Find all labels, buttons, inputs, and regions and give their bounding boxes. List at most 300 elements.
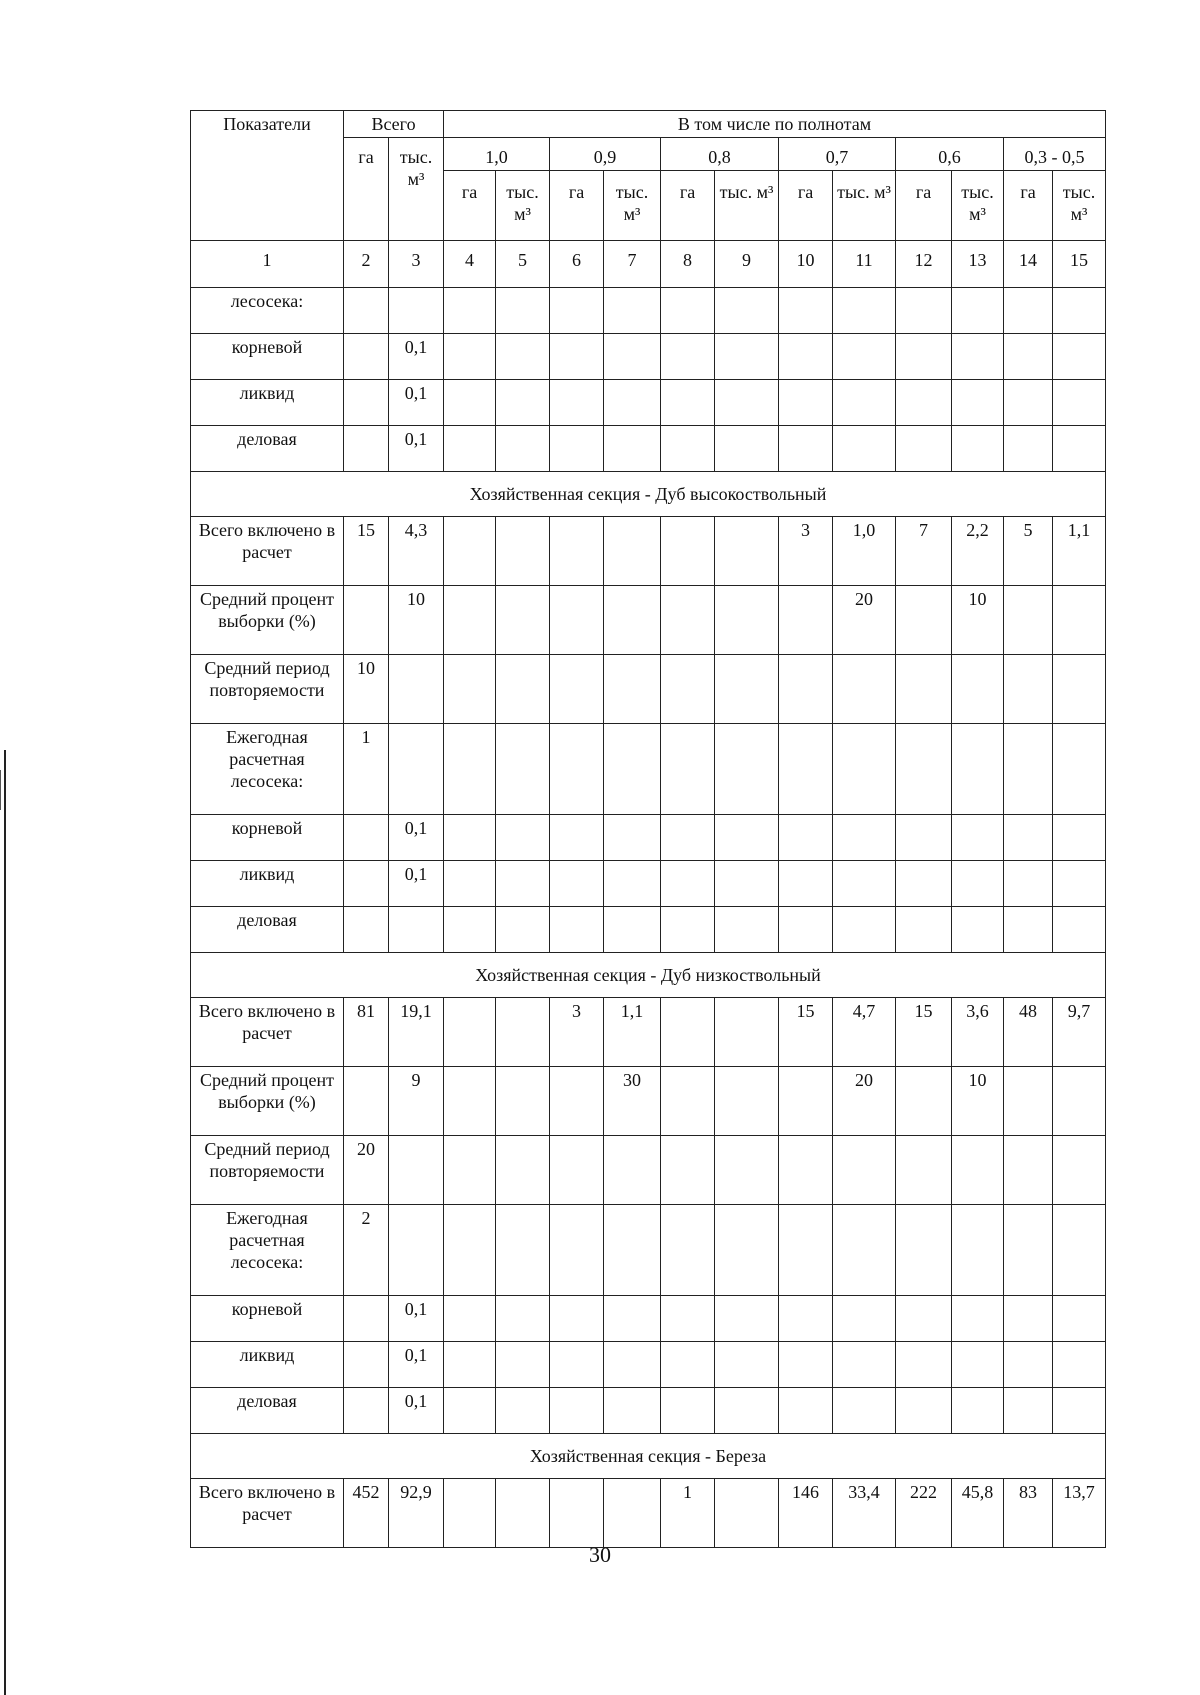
- table-cell: 10: [344, 655, 389, 724]
- table-cell: [604, 426, 661, 472]
- table-cell: [1004, 815, 1053, 861]
- header-density-0-3-0-5: 0,3 - 0,5: [1004, 138, 1106, 171]
- table-row: [191, 655, 1106, 724]
- table-cell: [952, 380, 1004, 426]
- table-row: [191, 334, 1106, 380]
- table-cell: [896, 1136, 952, 1205]
- table-cell: [1004, 1342, 1053, 1388]
- section-header-row: [191, 472, 1106, 517]
- row-label: Средний процент выборки (%): [191, 586, 344, 655]
- header-thous-m3: тыс. м³: [496, 171, 550, 241]
- table-cell: [550, 1067, 604, 1136]
- table-cell: 222: [896, 1479, 952, 1548]
- table-cell: 1: [661, 1479, 715, 1548]
- row-label: Средний период повторяемости: [191, 1136, 344, 1205]
- table-cell: 0,1: [389, 815, 444, 861]
- table-cell: [715, 655, 779, 724]
- table-cell: [779, 380, 833, 426]
- table-cell: [833, 861, 896, 907]
- table-cell: [1053, 655, 1106, 724]
- table-cell: [496, 334, 550, 380]
- table-cell: [896, 426, 952, 472]
- header-ha: га: [550, 171, 604, 241]
- table-cell: [661, 288, 715, 334]
- table-cell: [896, 1296, 952, 1342]
- table-cell: [604, 861, 661, 907]
- table-cell: 83: [1004, 1479, 1053, 1548]
- row-label: лесосека:: [191, 288, 344, 334]
- header-thous-m3: тыс. м³: [833, 171, 896, 241]
- col-number: 13: [952, 241, 1004, 288]
- col-number: 7: [604, 241, 661, 288]
- table-cell: [896, 907, 952, 953]
- table-cell: [715, 724, 779, 815]
- table-row: [191, 380, 1106, 426]
- row-label: ликвид: [191, 1342, 344, 1388]
- col-number: 4: [444, 241, 496, 288]
- table-cell: [550, 724, 604, 815]
- table-cell: [389, 1205, 444, 1296]
- table-cell: 4,3: [389, 517, 444, 586]
- table-cell: [550, 1136, 604, 1205]
- table-cell: [496, 586, 550, 655]
- table-cell: [833, 815, 896, 861]
- table-cell: [1053, 861, 1106, 907]
- table-cell: [1004, 724, 1053, 815]
- table-cell: 0,1: [389, 380, 444, 426]
- table-cell: [444, 724, 496, 815]
- table-cell: [1053, 1388, 1106, 1434]
- table-cell: [496, 724, 550, 815]
- table-cell: 3: [550, 998, 604, 1067]
- table-cell: [661, 1136, 715, 1205]
- table-cell: [779, 655, 833, 724]
- table-cell: [1004, 334, 1053, 380]
- table-row: [191, 1136, 1106, 1205]
- column-number-row: [191, 241, 1106, 288]
- table-cell: [833, 426, 896, 472]
- table-cell: [550, 586, 604, 655]
- table-cell: [1053, 1136, 1106, 1205]
- table-cell: [550, 426, 604, 472]
- table-cell: [896, 724, 952, 815]
- table-cell: [344, 861, 389, 907]
- table-row: [191, 998, 1106, 1067]
- table-cell: [952, 288, 1004, 334]
- table-cell: [952, 1342, 1004, 1388]
- table-cell: [550, 288, 604, 334]
- table-cell: [952, 1205, 1004, 1296]
- table-cell: 146: [779, 1479, 833, 1548]
- table-cell: [1053, 907, 1106, 953]
- table-cell: [833, 724, 896, 815]
- table-cell: [604, 815, 661, 861]
- table-cell: [896, 1205, 952, 1296]
- table-row: [191, 288, 1106, 334]
- table-cell: [715, 1136, 779, 1205]
- table-cell: 0,1: [389, 426, 444, 472]
- table-cell: [344, 426, 389, 472]
- table-cell: 7: [896, 517, 952, 586]
- table-cell: [833, 334, 896, 380]
- table-cell: [344, 1342, 389, 1388]
- col-number: 10: [779, 241, 833, 288]
- table-cell: 3: [779, 517, 833, 586]
- row-label: деловая: [191, 1388, 344, 1434]
- table-cell: 13,7: [1053, 1479, 1106, 1548]
- table-cell: [444, 655, 496, 724]
- table-cell: [715, 380, 779, 426]
- table-cell: [550, 861, 604, 907]
- table-cell: [1004, 655, 1053, 724]
- table-cell: [496, 1296, 550, 1342]
- col-number: 3: [389, 241, 444, 288]
- table-cell: 0,1: [389, 1388, 444, 1434]
- header-ha: га: [779, 171, 833, 241]
- table-cell: [661, 334, 715, 380]
- table-row: [191, 1205, 1106, 1296]
- table-cell: [952, 1296, 1004, 1342]
- table-cell: [896, 861, 952, 907]
- header-density-0-8: 0,8: [661, 138, 779, 171]
- table-cell: [496, 288, 550, 334]
- table-cell: [444, 998, 496, 1067]
- table-cell: [444, 861, 496, 907]
- table-cell: [496, 380, 550, 426]
- table-row: [191, 517, 1106, 586]
- table-cell: [1053, 586, 1106, 655]
- table-cell: [1004, 380, 1053, 426]
- table-cell: [1053, 1205, 1106, 1296]
- row-label: корневой: [191, 815, 344, 861]
- col-number: 14: [1004, 241, 1053, 288]
- table-cell: [444, 1388, 496, 1434]
- table-cell: [952, 334, 1004, 380]
- table-cell: 0,1: [389, 1296, 444, 1342]
- table-cell: [604, 380, 661, 426]
- table-cell: 1,1: [1053, 517, 1106, 586]
- table-cell: [833, 1296, 896, 1342]
- table-cell: [344, 380, 389, 426]
- row-label: корневой: [191, 1296, 344, 1342]
- table-cell: [833, 380, 896, 426]
- table-cell: [952, 907, 1004, 953]
- table-cell: [389, 907, 444, 953]
- row-label: Всего включено в расчет: [191, 1479, 344, 1548]
- table-cell: [550, 1388, 604, 1434]
- table-cell: [952, 426, 1004, 472]
- header-density-1-0: 1,0: [444, 138, 550, 171]
- table-cell: 15: [344, 517, 389, 586]
- table-cell: [833, 1342, 896, 1388]
- table-cell: [550, 334, 604, 380]
- table-cell: 10: [389, 586, 444, 655]
- table-cell: [952, 815, 1004, 861]
- table-cell: [344, 1388, 389, 1434]
- table-cell: [952, 724, 1004, 815]
- row-label: деловая: [191, 907, 344, 953]
- table-cell: [1004, 288, 1053, 334]
- table-row: [191, 1296, 1106, 1342]
- page-number: 30: [589, 1542, 611, 1567]
- table-row: [191, 907, 1106, 953]
- table-cell: [1053, 380, 1106, 426]
- table-cell: [661, 1296, 715, 1342]
- table-cell: [604, 1136, 661, 1205]
- table-cell: [715, 1296, 779, 1342]
- table-cell: 3,6: [952, 998, 1004, 1067]
- table-cell: [1004, 1205, 1053, 1296]
- table-cell: [604, 1296, 661, 1342]
- table-cell: [833, 655, 896, 724]
- table-cell: [779, 861, 833, 907]
- table-cell: [496, 1067, 550, 1136]
- header-by-density: В том числе по полнотам: [444, 111, 1106, 138]
- table-cell: [661, 655, 715, 724]
- col-number: 6: [550, 241, 604, 288]
- table-cell: 48: [1004, 998, 1053, 1067]
- table-cell: [779, 1205, 833, 1296]
- table-cell: [779, 1342, 833, 1388]
- header-ha: га: [896, 171, 952, 241]
- table-cell: [496, 815, 550, 861]
- table-cell: [550, 1296, 604, 1342]
- row-label: Ежегодная расчетная лесосека:: [191, 724, 344, 815]
- header-indicators: Показатели: [191, 111, 344, 241]
- table-cell: [833, 907, 896, 953]
- row-label: ликвид: [191, 861, 344, 907]
- col-number: 5: [496, 241, 550, 288]
- table-cell: [715, 1067, 779, 1136]
- table-cell: [496, 426, 550, 472]
- table-cell: [604, 1205, 661, 1296]
- table-cell: [661, 426, 715, 472]
- table-cell: [952, 861, 1004, 907]
- table-cell: [661, 517, 715, 586]
- table-cell: [444, 907, 496, 953]
- table-cell: [661, 380, 715, 426]
- table-cell: 81: [344, 998, 389, 1067]
- table-cell: [1004, 1388, 1053, 1434]
- forest-table: [190, 110, 1106, 1548]
- table-cell: [661, 998, 715, 1067]
- table-cell: 15: [779, 998, 833, 1067]
- table-cell: [604, 724, 661, 815]
- table-cell: 4,7: [833, 998, 896, 1067]
- table-cell: [389, 724, 444, 815]
- table-cell: [715, 586, 779, 655]
- table-cell: 1: [344, 724, 389, 815]
- row-label: Всего включено в расчет: [191, 517, 344, 586]
- row-label: Всего включено в расчет: [191, 998, 344, 1067]
- table-cell: [550, 815, 604, 861]
- table-cell: [496, 1205, 550, 1296]
- table-cell: [779, 1136, 833, 1205]
- table-cell: [444, 586, 496, 655]
- table-cell: 20: [833, 586, 896, 655]
- table-cell: [779, 907, 833, 953]
- table-cell: 0,1: [389, 1342, 444, 1388]
- table-cell: 20: [344, 1136, 389, 1205]
- table-cell: [550, 1342, 604, 1388]
- table-cell: [661, 861, 715, 907]
- table-cell: [604, 586, 661, 655]
- table-cell: [444, 1205, 496, 1296]
- table-cell: 0,1: [389, 861, 444, 907]
- table-cell: [779, 1388, 833, 1434]
- table-cell: [550, 907, 604, 953]
- table-cell: 5: [1004, 517, 1053, 586]
- table-cell: [1004, 861, 1053, 907]
- table-cell: [604, 1388, 661, 1434]
- table-cell: [344, 1296, 389, 1342]
- table-cell: [715, 861, 779, 907]
- table-cell: [779, 724, 833, 815]
- table-cell: 33,4: [833, 1479, 896, 1548]
- table-cell: [444, 288, 496, 334]
- table-cell: [896, 1067, 952, 1136]
- table-cell: [344, 288, 389, 334]
- table-cell: [1004, 426, 1053, 472]
- col-number: 9: [715, 241, 779, 288]
- table-cell: [344, 1067, 389, 1136]
- table-cell: [661, 724, 715, 815]
- table-cell: [444, 334, 496, 380]
- table-cell: [550, 380, 604, 426]
- table-row: [191, 586, 1106, 655]
- table-cell: [661, 907, 715, 953]
- table-cell: [1053, 288, 1106, 334]
- header-density-0-9: 0,9: [550, 138, 661, 171]
- table-cell: [550, 655, 604, 724]
- table-row: [191, 1388, 1106, 1434]
- table-cell: [1053, 426, 1106, 472]
- table-cell: [952, 1136, 1004, 1205]
- table-row: [191, 1479, 1106, 1548]
- table-cell: [896, 1388, 952, 1434]
- table-cell: [1004, 1296, 1053, 1342]
- table-cell: [715, 288, 779, 334]
- header-total-thous-m3: тыс. м³: [389, 138, 444, 241]
- table-cell: [661, 1388, 715, 1434]
- section-title: Хозяйственная секция - Дуб высокоствольный: [191, 472, 1106, 517]
- table-cell: [779, 288, 833, 334]
- table-cell: 10: [952, 1067, 1004, 1136]
- table-cell: [715, 907, 779, 953]
- table-cell: [1053, 334, 1106, 380]
- table-cell: 452: [344, 1479, 389, 1548]
- table-cell: [1004, 586, 1053, 655]
- table-cell: [444, 1136, 496, 1205]
- table-cell: [661, 586, 715, 655]
- header-thous-m3: тыс. м³: [952, 171, 1004, 241]
- table-cell: [496, 998, 550, 1067]
- table-cell: [1053, 1067, 1106, 1136]
- table-cell: [1053, 1342, 1106, 1388]
- table-cell: [896, 655, 952, 724]
- table-cell: [444, 380, 496, 426]
- table-cell: [779, 586, 833, 655]
- section-title: Хозяйственная секция - Береза: [191, 1434, 1106, 1479]
- table-cell: [389, 655, 444, 724]
- header-total: Всего: [344, 111, 444, 138]
- table-row: [191, 861, 1106, 907]
- table-cell: [604, 288, 661, 334]
- table-row: [191, 724, 1106, 815]
- table-cell: [779, 815, 833, 861]
- table-cell: 2,2: [952, 517, 1004, 586]
- table-cell: [444, 1296, 496, 1342]
- table-cell: 15: [896, 998, 952, 1067]
- section-title: Хозяйственная секция - Дуб низкоствольный: [191, 953, 1106, 998]
- table-cell: [444, 1342, 496, 1388]
- row-label: деловая: [191, 426, 344, 472]
- table-cell: [715, 815, 779, 861]
- table-cell: [444, 517, 496, 586]
- table-cell: [896, 380, 952, 426]
- table-cell: [715, 517, 779, 586]
- table-cell: [833, 1388, 896, 1434]
- table-cell: [604, 655, 661, 724]
- table-cell: [389, 288, 444, 334]
- table-cell: 1,0: [833, 517, 896, 586]
- col-number: 8: [661, 241, 715, 288]
- col-number: 2: [344, 241, 389, 288]
- table-cell: [715, 426, 779, 472]
- table-cell: [1053, 724, 1106, 815]
- table-cell: [1004, 907, 1053, 953]
- table-cell: [896, 586, 952, 655]
- table-cell: 1,1: [604, 998, 661, 1067]
- table-row: [191, 1067, 1106, 1136]
- row-label: корневой: [191, 334, 344, 380]
- header-row-1: [191, 111, 1106, 138]
- table-cell: [779, 1067, 833, 1136]
- table-cell: [779, 1296, 833, 1342]
- table-cell: [952, 655, 1004, 724]
- table-cell: [833, 288, 896, 334]
- table-cell: [833, 1205, 896, 1296]
- table-cell: [715, 1342, 779, 1388]
- header-thous-m3: тыс. м³: [715, 171, 779, 241]
- table-cell: 30: [604, 1067, 661, 1136]
- table-row: [191, 426, 1106, 472]
- table-cell: [779, 426, 833, 472]
- table-cell: [896, 1342, 952, 1388]
- table-cell: [604, 1342, 661, 1388]
- table-cell: [496, 655, 550, 724]
- table-cell: 9: [389, 1067, 444, 1136]
- table-cell: [896, 288, 952, 334]
- table-cell: 2: [344, 1205, 389, 1296]
- table-cell: [496, 1388, 550, 1434]
- table-cell: 20: [833, 1067, 896, 1136]
- table-cell: [444, 1067, 496, 1136]
- table-cell: [715, 1479, 779, 1548]
- table-cell: [550, 1479, 604, 1548]
- header-ha: га: [661, 171, 715, 241]
- row-label: ликвид: [191, 380, 344, 426]
- table-cell: [1004, 1067, 1053, 1136]
- table-cell: [604, 907, 661, 953]
- section-header-row: [191, 1434, 1106, 1479]
- scan-edge-tick: [0, 770, 1, 810]
- table-cell: [444, 1479, 496, 1548]
- table-cell: 45,8: [952, 1479, 1004, 1548]
- table-cell: [661, 815, 715, 861]
- table-cell: [496, 1479, 550, 1548]
- col-number: 1: [191, 241, 344, 288]
